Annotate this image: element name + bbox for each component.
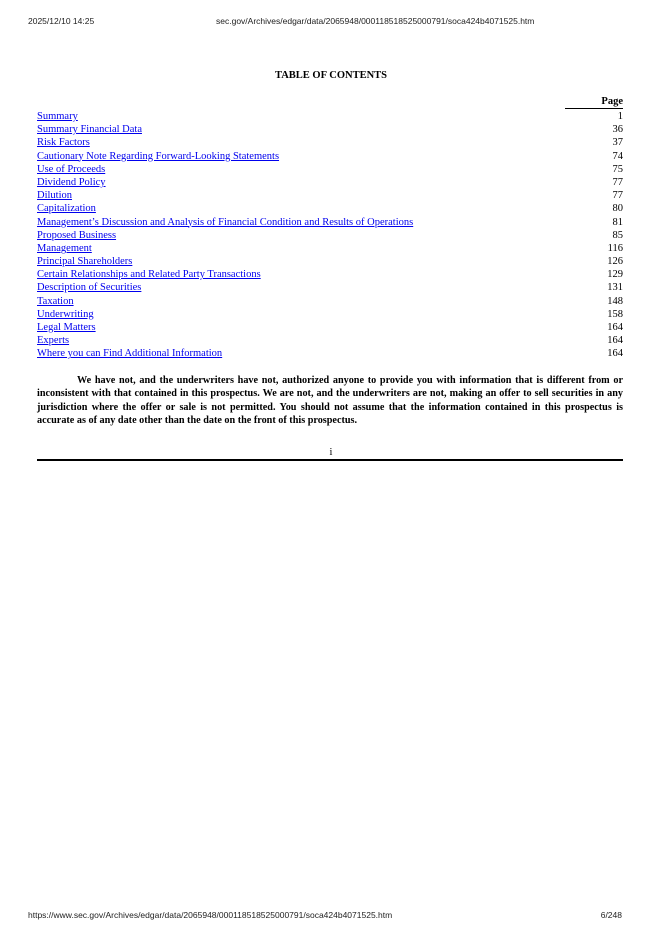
toc-page-number: 80	[612, 203, 623, 215]
toc-row	[37, 229, 623, 242]
toc-page-number: 131	[607, 282, 623, 294]
print-datetime: 2025/12/10 14:25	[28, 16, 95, 26]
toc-link[interactable]: Where you can Find Additional Information	[37, 348, 223, 360]
toc-row	[37, 281, 623, 294]
toc-page-number: 164	[607, 348, 623, 360]
toc-page-number: 116	[607, 242, 623, 254]
toc-row	[37, 295, 623, 308]
toc-link[interactable]: Taxation	[37, 295, 74, 307]
table-of-contents	[37, 110, 623, 361]
toc-link[interactable]: Experts	[37, 335, 70, 347]
toc-row	[37, 110, 623, 123]
toc-title: TABLE OF CONTENTS	[274, 70, 388, 81]
toc-link[interactable]: Cautionary Note Regarding Forward-Looking Statements	[37, 150, 280, 162]
toc-row	[37, 347, 623, 360]
toc-row	[37, 321, 623, 334]
toc-link[interactable]: Management	[37, 242, 92, 254]
toc-row	[37, 150, 623, 163]
print-header-url: sec.gov/Archives/edgar/data/2065948/000118518525000791/soca424b4071525.htm	[216, 16, 535, 26]
toc-link[interactable]: Risk Factors	[37, 137, 90, 149]
toc-page-number: 74	[612, 150, 623, 162]
toc-page-number: 164	[607, 335, 623, 347]
toc-page-number: 1	[617, 111, 623, 122]
toc-link[interactable]: Legal Matters	[37, 322, 96, 333]
toc-page-number: 75	[612, 163, 623, 175]
toc-link[interactable]: Summary	[37, 111, 78, 122]
toc-page-number: 164	[607, 322, 623, 333]
toc-page-number: 77	[612, 176, 623, 188]
toc-page-number: 81	[612, 216, 623, 228]
toc-page-number: 158	[607, 308, 623, 320]
toc-link[interactable]: Description of Securities	[37, 282, 142, 294]
toc-link[interactable]: Capitalization	[37, 203, 96, 215]
page-divider	[37, 459, 623, 461]
toc-row	[37, 202, 623, 215]
toc-page-number: 36	[612, 124, 623, 136]
print-page-count: 6/248	[600, 910, 622, 920]
toc-row	[37, 334, 623, 347]
print-footer-url: https://www.sec.gov/Archives/edgar/data/2065948/000118518525000791/soca424b4071525.htm	[28, 910, 393, 920]
toc-link[interactable]: Proposed Business	[37, 229, 117, 241]
toc-page-number: 126	[607, 256, 623, 268]
toc-link[interactable]: Underwriting	[37, 308, 94, 320]
toc-link[interactable]: Management’s Discussion and Analysis of Financial Condition and Results of Operations	[37, 216, 414, 228]
toc-page-number: 85	[612, 229, 623, 241]
toc-link[interactable]: Dividend Policy	[37, 176, 106, 188]
page-column-header: Page	[565, 96, 623, 109]
toc-page-number: 37	[612, 137, 623, 149]
toc-link[interactable]: Principal Shareholders	[37, 256, 133, 268]
toc-row	[37, 163, 623, 176]
toc-row	[37, 176, 623, 189]
toc-row	[37, 308, 623, 321]
toc-row	[37, 255, 623, 268]
toc-page-number: 77	[612, 190, 623, 202]
toc-link[interactable]: Dilution	[37, 190, 73, 202]
toc-row	[37, 189, 623, 202]
toc-page-number: 148	[607, 295, 623, 307]
toc-row	[37, 242, 623, 255]
notice-paragraph: We have not, and the underwriters have not, authorized anyone to provide you with information that is different from or inconsistent with that contained in this prospectus. We are not, and the underwriters are not, making an offer to sell securities in any jurisdiction where the offer or sale is not permitted. You should not assume that the information contained in this prospectus is accurate as of any date other than the date on the front of this prospectus.	[37, 375, 623, 426]
toc-row	[37, 216, 623, 229]
toc-link[interactable]: Certain Relationships and Related Party Transactions	[37, 269, 261, 281]
toc-row	[37, 123, 623, 136]
page-number: i	[329, 447, 333, 458]
toc-link[interactable]: Summary Financial Data	[37, 124, 142, 136]
toc-link[interactable]: Use of Proceeds	[37, 163, 106, 175]
toc-page-number: 129	[607, 269, 623, 281]
toc-row	[37, 136, 623, 149]
toc-row	[37, 268, 623, 281]
